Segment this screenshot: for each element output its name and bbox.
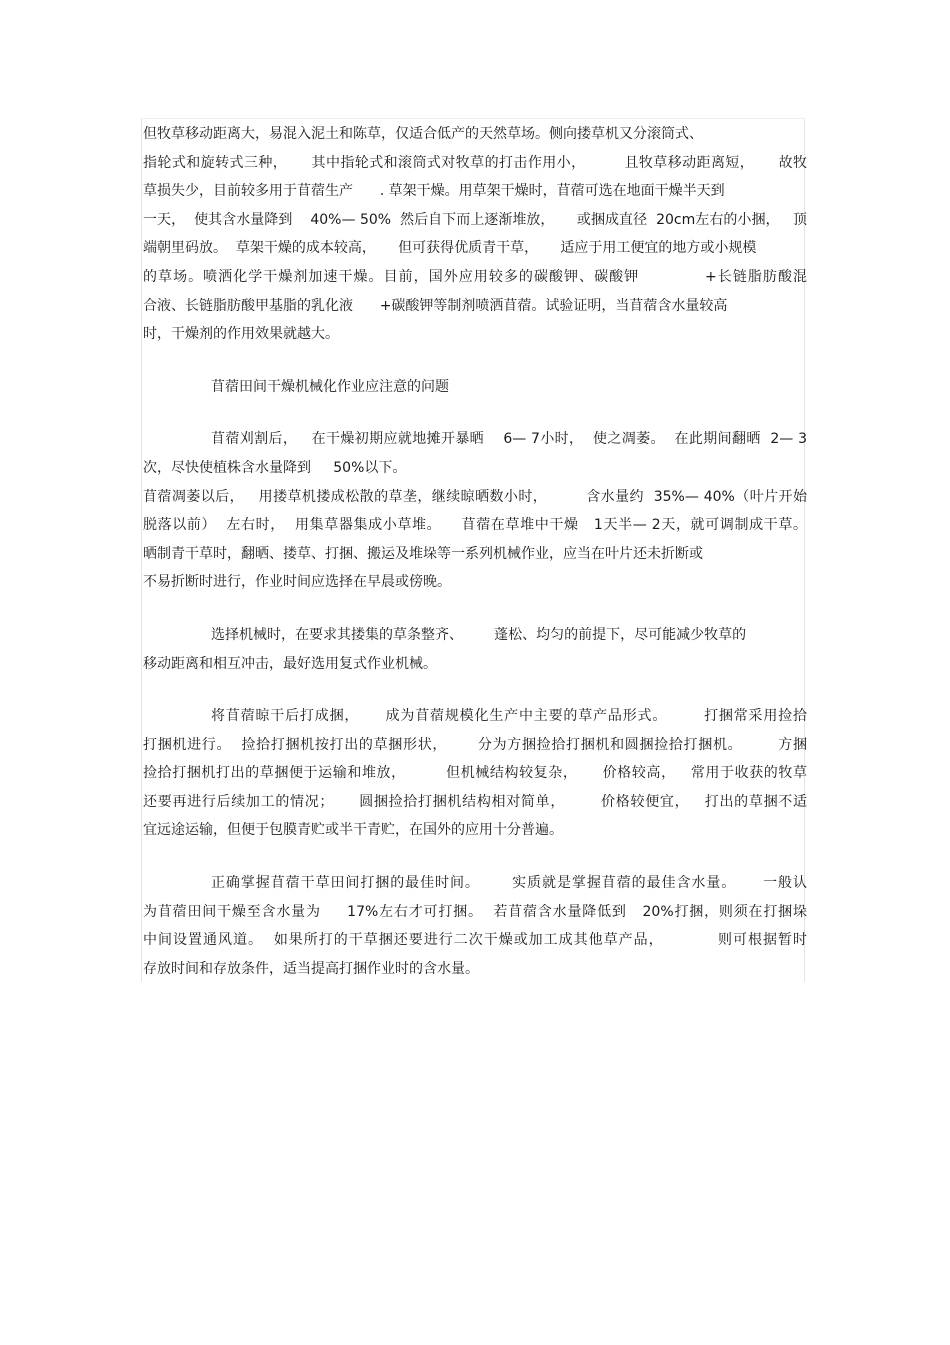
text-line: 苜蓿刈割后， 在干燥初期应就地摊开暴晒 6— 7小时， 使之凋萎。 在此期间翻晒 2— 3 bbox=[211, 431, 807, 448]
text-line: 但牧草移动距离大，易混入泥土和陈草，仅适合低产的天然草场。侧向搂草机又分滚筒式、 bbox=[143, 126, 703, 142]
paragraph bbox=[143, 702, 807, 845]
paragraph-gap bbox=[143, 401, 807, 425]
text-line: 一天， 使其含水量降到 40%— 50% 然后自下而上逐渐堆放， 或捆成直径 20cm左右的小捆， 顶 bbox=[143, 211, 807, 228]
paragraph-gap bbox=[143, 678, 807, 702]
text-line: 为苜蓿田间干燥至含水量为 17%左右才可打捆。 若苜蓿含水量降低到 20%打捆，则须在打捆垛 bbox=[143, 903, 807, 920]
text-line: 合液、长链脂肪酸甲基脂的乳化液 +碳酸钾等制剂喷洒苜蓿。试验证明，当苜蓿含水量较高 bbox=[143, 297, 728, 314]
paragraph bbox=[143, 425, 807, 597]
paragraph-gap bbox=[143, 597, 807, 621]
text-line: 的草场。喷洒化学干燥剂加速干燥。目前，国外应用较多的碳酸钾、碳酸钾 +长链脂肪酸混 bbox=[143, 268, 807, 285]
text-line: 端朝里码放。 草架干燥的成本较高， 但可获得优质青干草， 适应于用工便宜的地方或小规模 bbox=[143, 240, 757, 257]
text-line: 时，干燥剂的作用效果就越大。 bbox=[143, 326, 339, 343]
text-line: 还要再进行后续加工的情况； 圆捆捡拾打捆机结构相对简单， 价格较便宜， 打出的草捆不适 bbox=[143, 793, 807, 810]
section-heading bbox=[143, 373, 807, 402]
text-line: 将苜蓿晾干后打成捆， 成为苜蓿规模化生产中主要的草产品形式。 打捆常采用捡拾 bbox=[211, 708, 807, 725]
text-line: 选择机械时，在要求其搂集的草条整齐、 蓬松、均匀的前提下，尽可能减少牧草的 bbox=[211, 626, 747, 643]
text-line: 晒制青干草时，翻晒、搂草、打捆、搬运及堆垛等一系列机械作业，应当在叶片还未折断或 bbox=[143, 545, 703, 562]
text-line: 次，尽快使植株含水量降到 50%以下。 bbox=[143, 459, 407, 476]
document-body bbox=[143, 120, 807, 983]
text-line: 打捆机进行。 捡拾打捆机按打出的草捆形状， 分为方捆捡拾打捆机和圆捆捡拾打捆机。 方捆 bbox=[143, 736, 807, 753]
text-line: 存放时间和存放条件，适当提高打捆作业时的含水量。 bbox=[143, 960, 479, 977]
paragraph-gap bbox=[143, 845, 807, 869]
text-line: 脱落以前） 左右时， 用集草器集成小草堆。 苜蓿在草堆中干燥 1天半— 2天，就可调制成干草。 bbox=[143, 517, 807, 534]
text-line: 中间设置通风道。 如果所打的干草捆还要进行二次干燥或加工成其他草产品， 则可根据暂时 bbox=[143, 932, 807, 949]
text-line: 苜蓿田间干燥机械化作业应注意的问题 bbox=[211, 378, 449, 395]
paragraph bbox=[143, 120, 807, 349]
text-line: 捡拾打捆机打出的草捆便于运输和堆放， 但机械结构较复杂， 价格较高， 常用于收获的牧草 bbox=[143, 765, 807, 782]
text-line: 苜蓿凋萎以后， 用搂草机搂成松散的草垄，继续晾晒数小时， 含水量约 35%— 40%（叶片开始 bbox=[143, 488, 807, 505]
text-line: 宜远途运输，但便于包膜青贮或半干青贮，在国外的应用十分普遍。 bbox=[143, 822, 563, 839]
paragraph-gap bbox=[143, 349, 807, 373]
paragraph bbox=[143, 869, 807, 983]
text-line: 草损失少，目前较多用于苜蓿生产 . 草架干燥。用草架干燥时，苜蓿可选在地面干燥半天到 bbox=[143, 183, 725, 200]
paragraph bbox=[143, 621, 807, 678]
text-line: 不易折断时进行，作业时间应选择在早晨或傍晚。 bbox=[143, 574, 451, 591]
text-line: 正确掌握苜蓿干草田间打捆的最佳时间。 实质就是掌握苜蓿的最佳含水量。 一般认 bbox=[211, 875, 807, 892]
text-line: 指轮式和旋转式三种， 其中指轮式和滚筒式对牧草的打击作用小， 且牧草移动距离短， 故牧 bbox=[143, 154, 807, 171]
text-line: 移动距离和相互冲击，最好选用复式作业机械。 bbox=[143, 655, 437, 672]
